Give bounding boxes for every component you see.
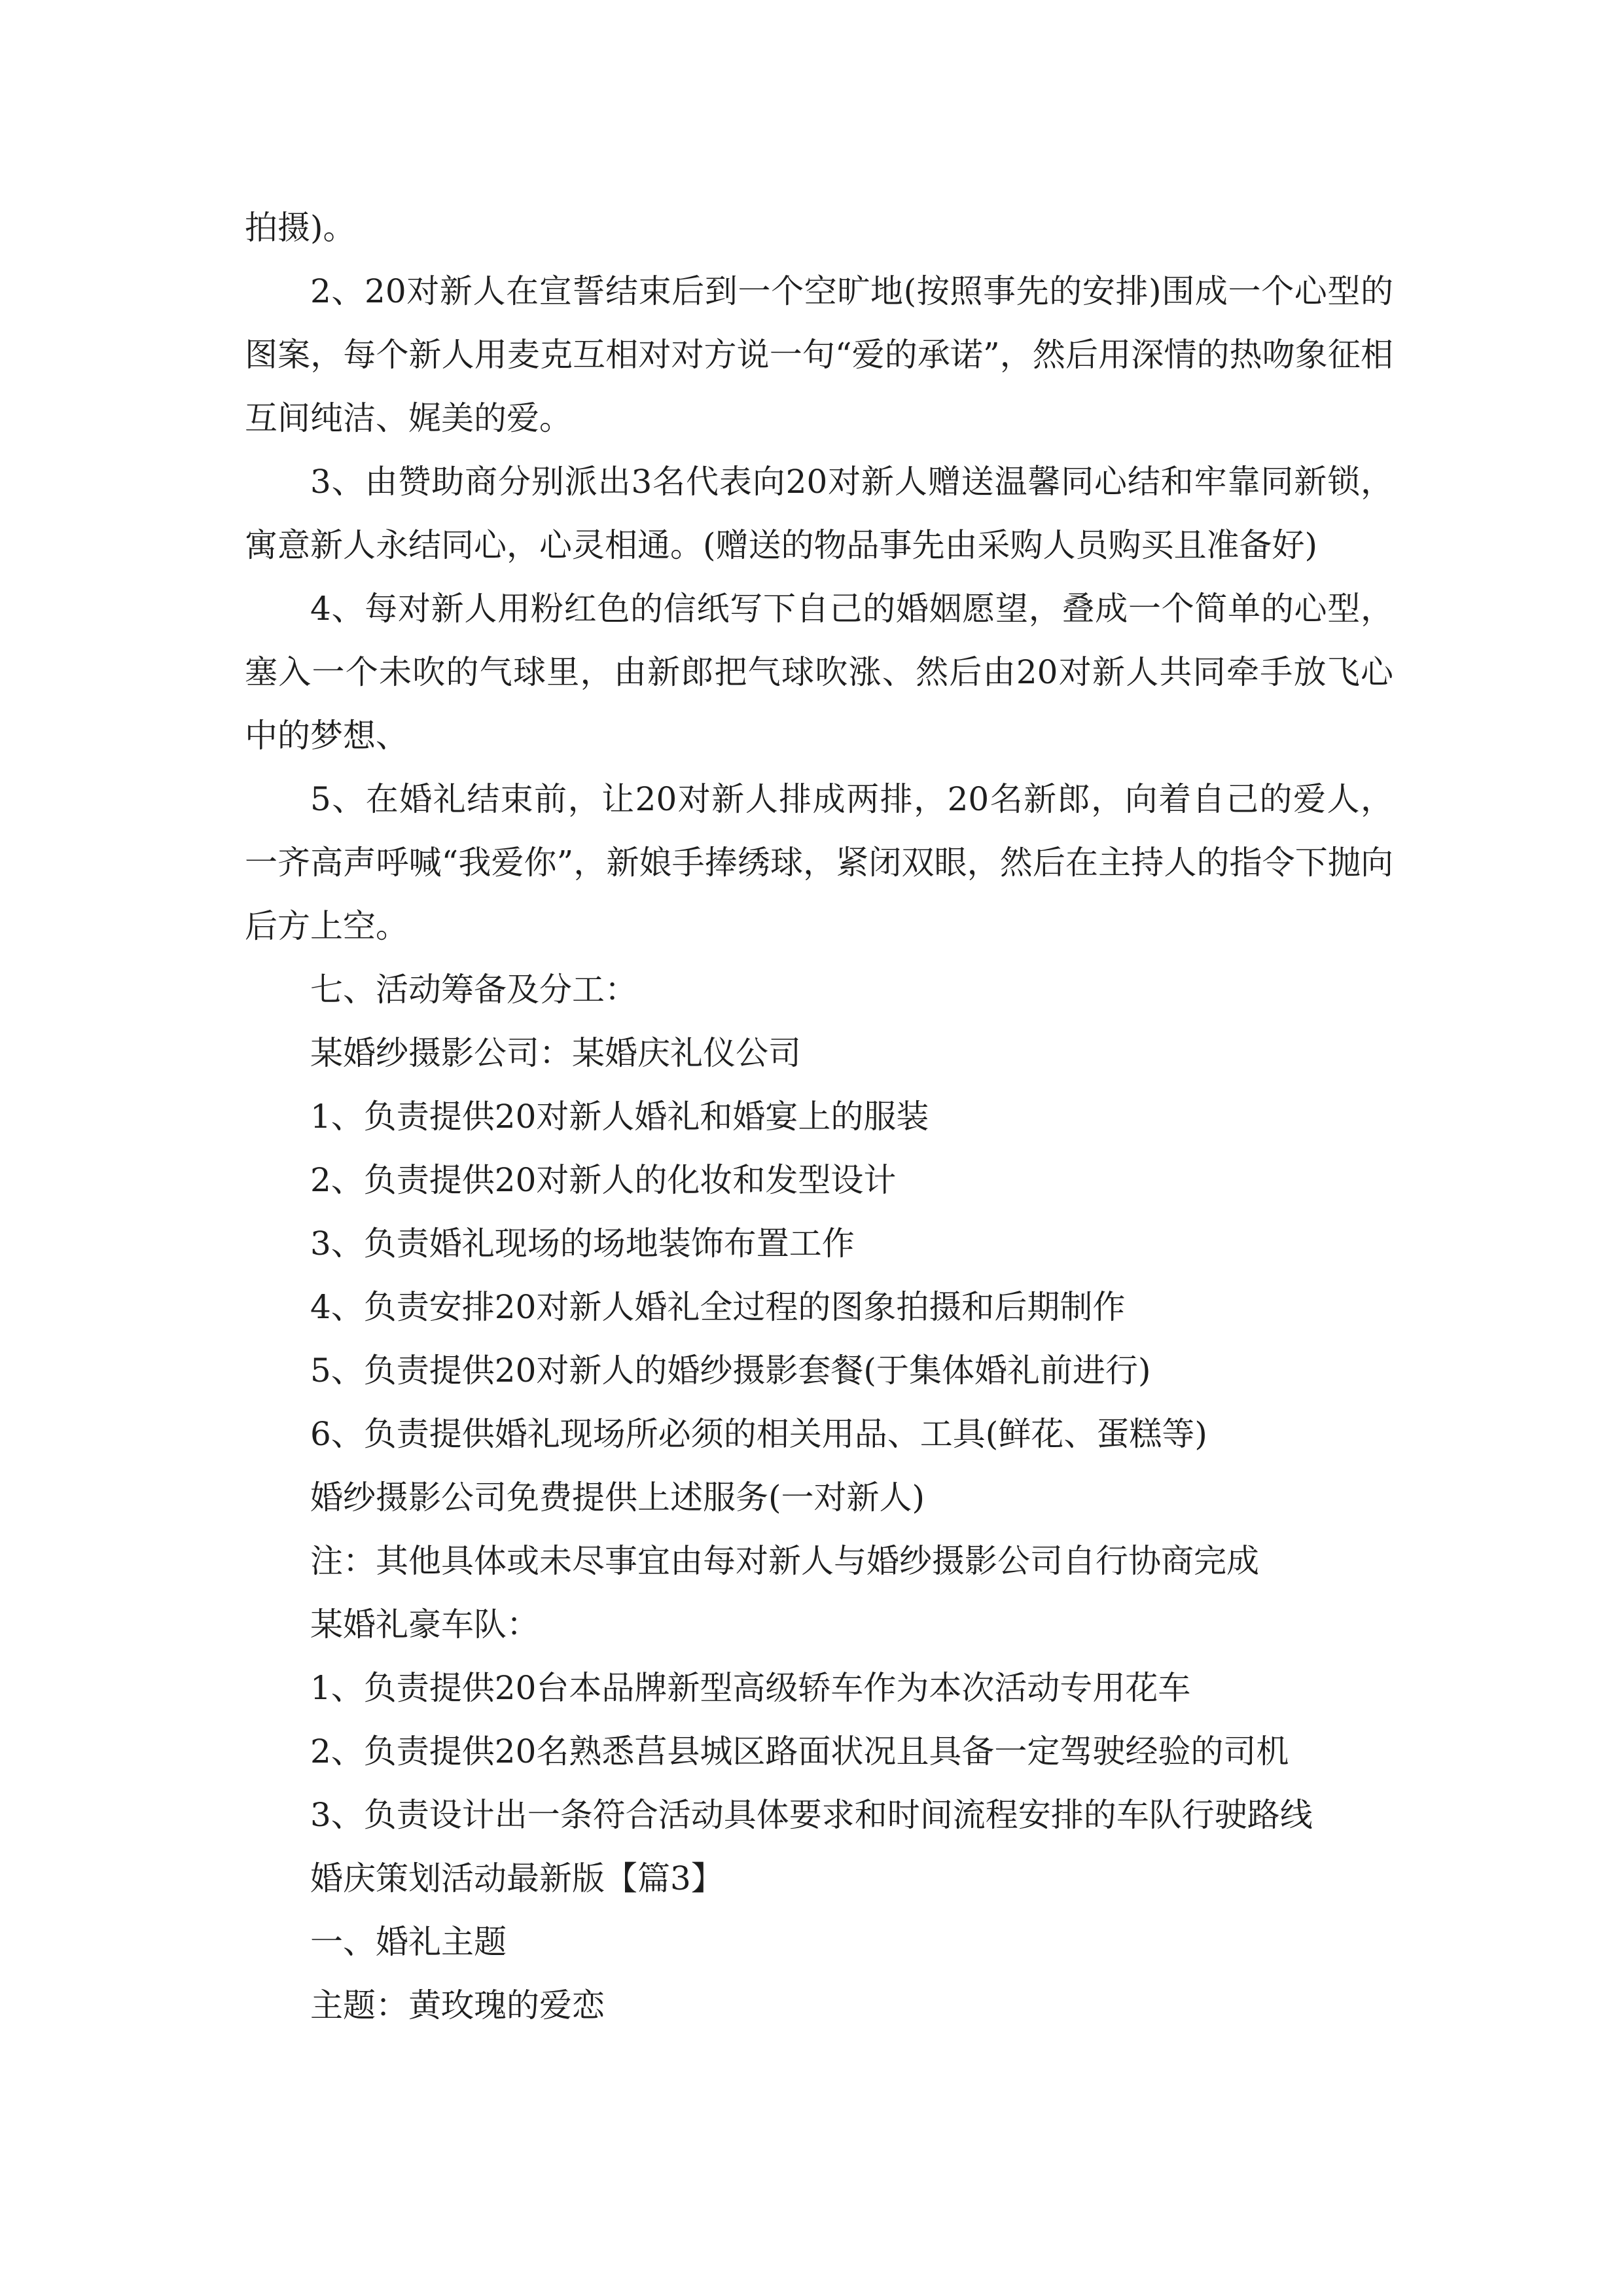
document-body (245, 196, 1393, 2037)
fleet-duty-item: 1、负责提供20台本品牌新型高级轿车作为本次活动专用花车 (310, 1669, 1191, 1707)
article-title: 婚庆策划活动最新版【篇3】 (310, 1859, 724, 1897)
duty-item: 1、负责提供20对新人婚礼和婚宴上的服装 (310, 1098, 929, 1136)
paragraph-continuation: 拍摄)。 (245, 209, 356, 247)
section-heading-preparation: 七、活动筹备及分工： (310, 971, 637, 1009)
paragraph-step-3: 3、由赞助商分别派出3名代表向20对新人赠送温馨同心结和牢靠同新锁，寓意新人永结同心，心灵相通。(赠送的物品事先由采购人员购买且准备好) (245, 463, 1393, 564)
fleet-heading: 某婚礼豪车队： (310, 1605, 539, 1643)
paragraph-step-5: 5、在婚礼结束前，让20对新人排成两排，20名新郎，向着自己的爱人，一齐高声呼喊“我爱你”，新娘手捧绣球，紧闭双眼，然后在主持人的指令下抛向后方上空。 (245, 780, 1393, 945)
paragraph-step-2: 2、20对新人在宣誓结束后到一个空旷地(按照事先的安排)围成一个心型的图案，每个新人用麦克互相对对方说一句“爱的承诺”，然后用深情的热吻象征相互间纯洁、娓美的爱。 (245, 272, 1393, 437)
duty-item: 2、负责提供20对新人的化妆和发型设计 (310, 1161, 897, 1199)
theme-line: 主题：黄玫瑰的爱恋 (310, 1986, 605, 2024)
remark-note: 注：其他具体或未尽事宜由每对新人与婚纱摄影公司自行协商完成 (310, 1542, 1259, 1580)
duty-item: 6、负责提供婚礼现场所必须的相关用品、工具(鲜花、蛋糕等) (310, 1415, 1207, 1453)
duty-item: 4、负责安排20对新人婚礼全过程的图象拍摄和后期制作 (310, 1288, 1126, 1326)
company-line: 某婚纱摄影公司：某婚庆礼仪公司 (310, 1034, 801, 1072)
paragraph-step-4: 4、每对新人用粉红色的信纸写下自己的婚姻愿望，叠成一个简单的心型，塞入一个未吹的气球里，由新郎把气球吹涨、然后由20对新人共同牵手放飞心中的梦想、 (245, 590, 1393, 755)
fleet-duty-item: 2、负责提供20名熟悉莒县城区路面状况且具备一定驾驶经验的司机 (310, 1732, 1289, 1770)
duty-item: 5、负责提供20对新人的婚纱摄影套餐(于集体婚礼前进行) (310, 1352, 1151, 1390)
section-heading-theme: 一、婚礼主题 (310, 1923, 507, 1961)
service-note: 婚纱摄影公司免费提供上述服务(一对新人) (310, 1479, 925, 1516)
fleet-duty-item: 3、负责设计出一条符合活动具体要求和时间流程安排的车队行驶路线 (310, 1796, 1313, 1834)
duty-item: 3、负责婚礼现场的场地装饰布置工作 (310, 1225, 855, 1263)
